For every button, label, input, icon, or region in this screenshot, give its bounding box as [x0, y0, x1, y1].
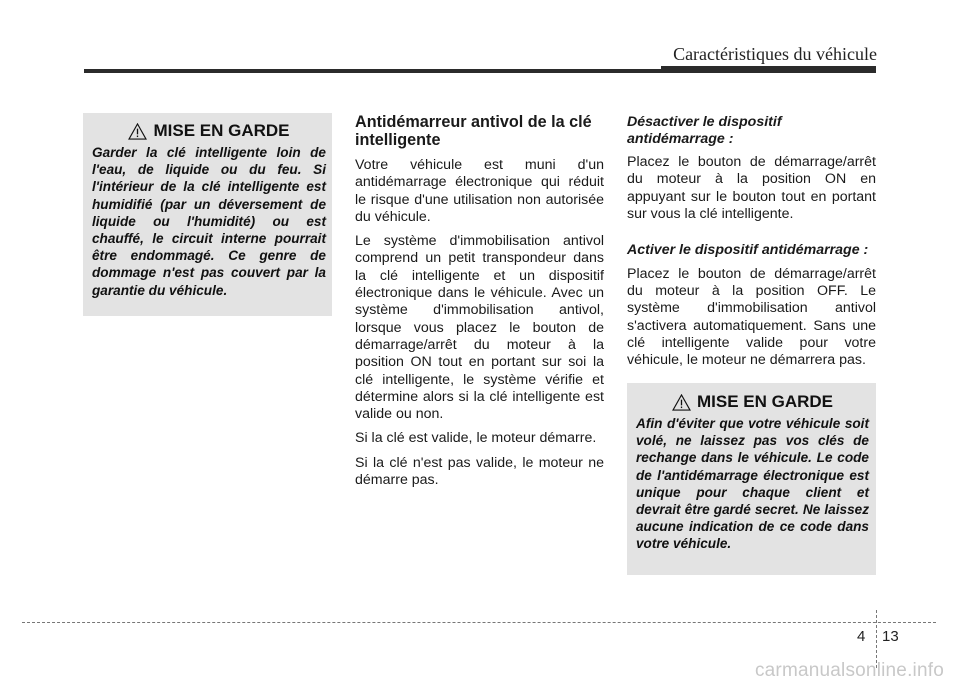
- deactivate-heading: Désactiver le dispositif antidémarrage :: [627, 114, 782, 147]
- section-heading: Antidémarreur antivol de la clé intelligente: [355, 113, 592, 149]
- activate-text: Placez le bouton de démarrage/arrêt du moteur à la position OFF. Le système d'immobilisation antivol s'activera automatiquement. Sans une clé intelligente valide pour votre véhicule, le moteur ne démarrera pas.: [627, 265, 876, 369]
- warning-box-left: [83, 113, 332, 316]
- header-rule: [84, 69, 876, 73]
- footer-rule: [22, 622, 936, 623]
- warning-box-title: [636, 392, 869, 412]
- deactivate-text: Placez le bouton de démarrage/arrêt du moteur à la position ON en appuyant sur le bouton tout en portant sur vous la clé intelligente.: [627, 154, 876, 222]
- warning-triangle-icon: [128, 123, 147, 140]
- main-column: [355, 114, 604, 496]
- warning-box-right: [627, 383, 876, 575]
- paragraph: Votre véhicule est muni d'un antidémarrage électronique qui réduit le risque d'une utilisation non autorisée du véhicule.: [355, 157, 604, 225]
- warning-text: Garder la clé intelligente loin de l'eau, de liquide ou du feu. Si l'intérieur de la clé intelligente est humidifié (par un déversement de liquide ou l'humidité) ou est chauffé, le circuit interne pourrait être endommagé. Ce genre de dommage n'est pas couvert par la garantie du véhicule.: [92, 145, 326, 298]
- paragraph: Le système d'immobilisation antivol comprend un petit transpondeur dans la clé intelligente et un dispositif électronique dans le véhicule. Avec un système d'immobilisation antivol, lorsque vous placez le bouton de démarrage/arrêt du moteur à la position ON tout en portant sur soi la clé intelligente, le système vérifie et détermine alors si la clé intelligente est valide ou non.: [355, 233, 604, 423]
- warning-text: Afin d'éviter que votre véhicule soit volé, ne laissez pas vos clés de rechange dans le véhicule. Le code de l'antidémarrage électronique est unique pour chaque client et devrait être gardé secret. Ne laissez aucune indication de ce code dans votre véhicule.: [636, 416, 869, 552]
- paragraph: Si la clé n'est pas valide, le moteur ne démarre pas.: [355, 454, 604, 489]
- watermark: carmanualsonline.info: [754, 660, 944, 681]
- warning-triangle-icon: [672, 394, 691, 411]
- chapter-number: 4: [857, 628, 866, 645]
- spacer: [627, 230, 876, 242]
- warning-title-text: MISE EN GARDE: [696, 392, 834, 411]
- paragraph: Si la clé est valide, le moteur démarre.: [355, 430, 597, 447]
- warning-title-text: MISE EN GARDE: [153, 121, 290, 140]
- page-number: 13: [882, 628, 899, 645]
- activate-heading: Activer le dispositif antidémarrage :: [627, 242, 869, 259]
- warning-box-title: [92, 121, 326, 141]
- page-header-title: Caractéristiques du véhicule: [673, 44, 877, 64]
- right-column: [627, 114, 876, 376]
